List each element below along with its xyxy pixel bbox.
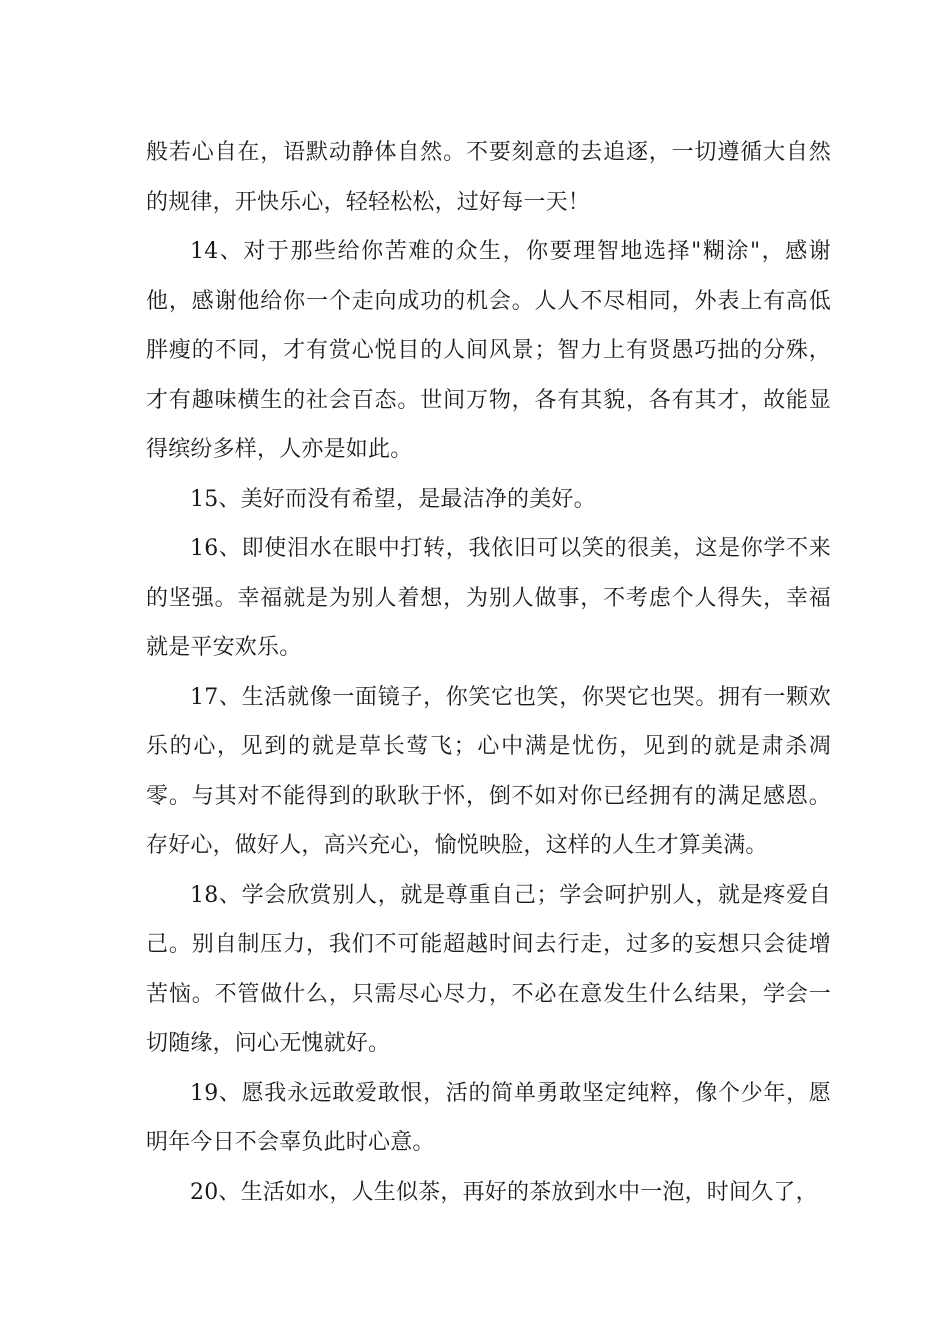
paragraph-20: 20、生活如水，人生似茶，再好的茶放到水中一泡，时间久了，: [190, 1179, 818, 1205]
body-text: [146, 128, 831, 1217]
paragraph-15: 15、美好而没有希望，是最洁净的美好。: [190, 486, 596, 512]
paragraph-14: 14、对于那些给你苦难的众生，你要理智地选择"糊涂"，感谢他，感谢他给你一个走向成功的机会。人人不尽相同，外表上有高低胖瘦的不同，才有赏心悦目的人间风景；智力上有贤愚巧拙的分殊，才有趣味横生的社会百态。世间万物，各有其貌，各有其才，故能显得缤纷多样，人亦是如此。: [146, 239, 831, 462]
paragraph-19: 19、愿我永远敢爱敢恨，活的简单勇敢坚定纯粹，像个少年，愿明年今日不会辜负此时心意。: [146, 1080, 831, 1155]
paragraph-16: 16、即使泪水在眼中打转，我依旧可以笑的很美，这是你学不来的坚强。幸福就是为别人着想，为别人做事，不考虑个人得失，幸福就是平安欢乐。: [146, 536, 831, 660]
paragraph-18: 18、学会欣赏别人，就是尊重自己；学会呵护别人，就是疼爱自己。别自制压力，我们不可能超越时间去行走，过多的妄想只会徒增苦恼。不管做什么，只需尽心尽力，不必在意发生什么结果，学会一切随缘，问心无愧就好。: [146, 882, 831, 1056]
paragraph-continuation: 般若心自在，语默动静体自然。不要刻意的去追逐，一切遵循大自然的规律，开快乐心，轻轻松松，过好每一天！: [146, 140, 831, 215]
paragraph-17: 17、生活就像一面镜子，你笑它也笑，你哭它也哭。拥有一颗欢乐的心，见到的就是草长莺飞；心中满是忧伤，见到的就是肃杀凋零。与其对不能得到的耿耿于怀，倒不如对你已经拥有的满足感恩。存好心，做好人，高兴充心，愉悦映脸，这样的人生才算美满。: [146, 684, 831, 858]
